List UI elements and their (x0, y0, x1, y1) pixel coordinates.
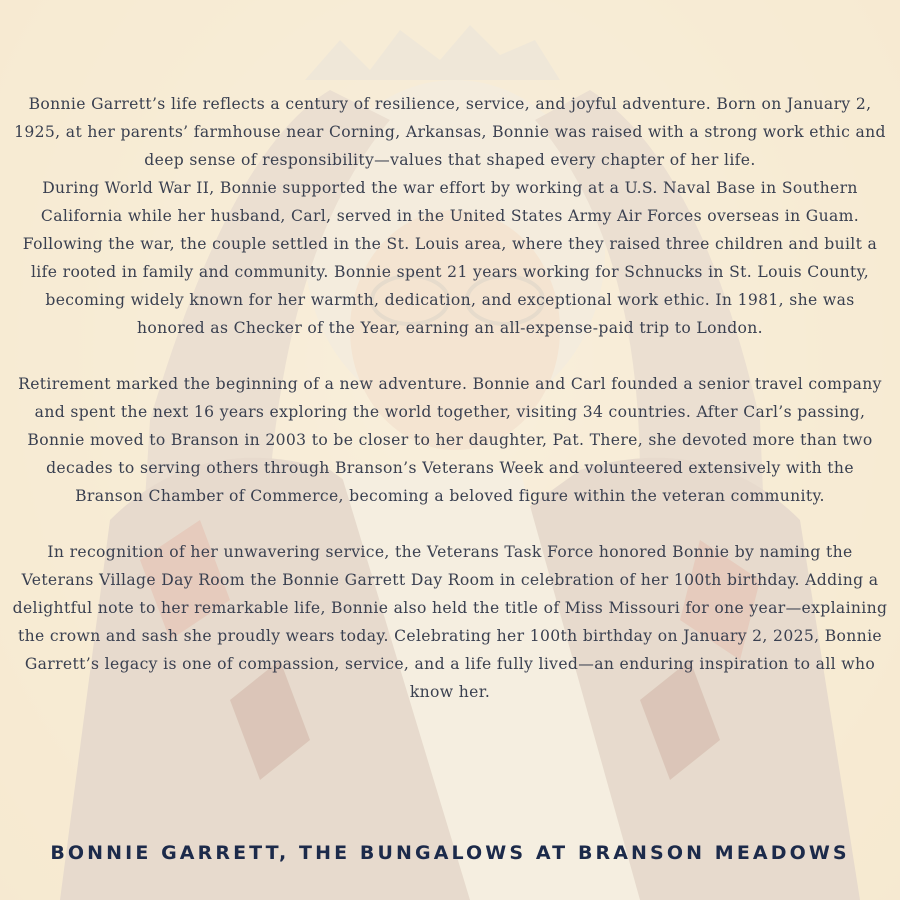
biography-text (10, 90, 890, 706)
paragraph-retirement: Retirement marked the beginning of a new adventure. Bonnie and Carl founded a senior travel company and spent the next 16 years exploring the world together, visiting 34 countries. After Carl’s passing, Bonnie moved to Branson in 2003 to be closer to her daughter, Pat. There, she devoted more than two decades to serving others through Branson’s Veterans Week and volunteered extensively with the Branson Chamber of Commerce, becoming a beloved figure within the veteran community. (18, 375, 882, 505)
paragraph-war-and-career: During World War II, Bonnie supported the war effort by working at a U.S. Naval Base in Southern California while her husband, Carl, served in the United States Army Air Forces overseas in Guam. Following the war, the couple settled in the St. Louis area, where they raised three children and built a life rooted in family and community. Bonnie spent 21 years working for Schnucks in St. Louis County, becoming widely known for her warmth, dedication, and exceptional work ethic. In 1981, she was honored as Checker of the Year, earning an all-expense-paid trip to London. (22, 179, 878, 337)
paragraph-early-life: Bonnie Garrett’s life reflects a century of resilience, service, and joyful adventure. Born on January 2, 1925, at her parents’ farmhouse near Corning, Arkansas, Bonnie was raised with a strong work ethic and deep sense of responsibility—values that shaped every chapter of her life. (14, 95, 886, 169)
caption-title: BONNIE GARRETT, THE BUNGALOWS AT BRANSON MEADOWS (50, 842, 850, 864)
paragraph-recognition: In recognition of her unwavering service, the Veterans Task Force honored Bonnie by naming the Veterans Village Day Room the Bonnie Garrett Day Room in celebration of her 100th birthday. Adding a delightful note to her remarkable life, Bonnie also held the title of Miss Missouri for one year—explaining the crown and sash she proudly wears today. Celebrating her 100th birthday on January 2, 2025, Bonnie Garrett’s legacy is one of compassion, service, and a life fully lived—an enduring inspiration to all who know her. (12, 543, 888, 701)
